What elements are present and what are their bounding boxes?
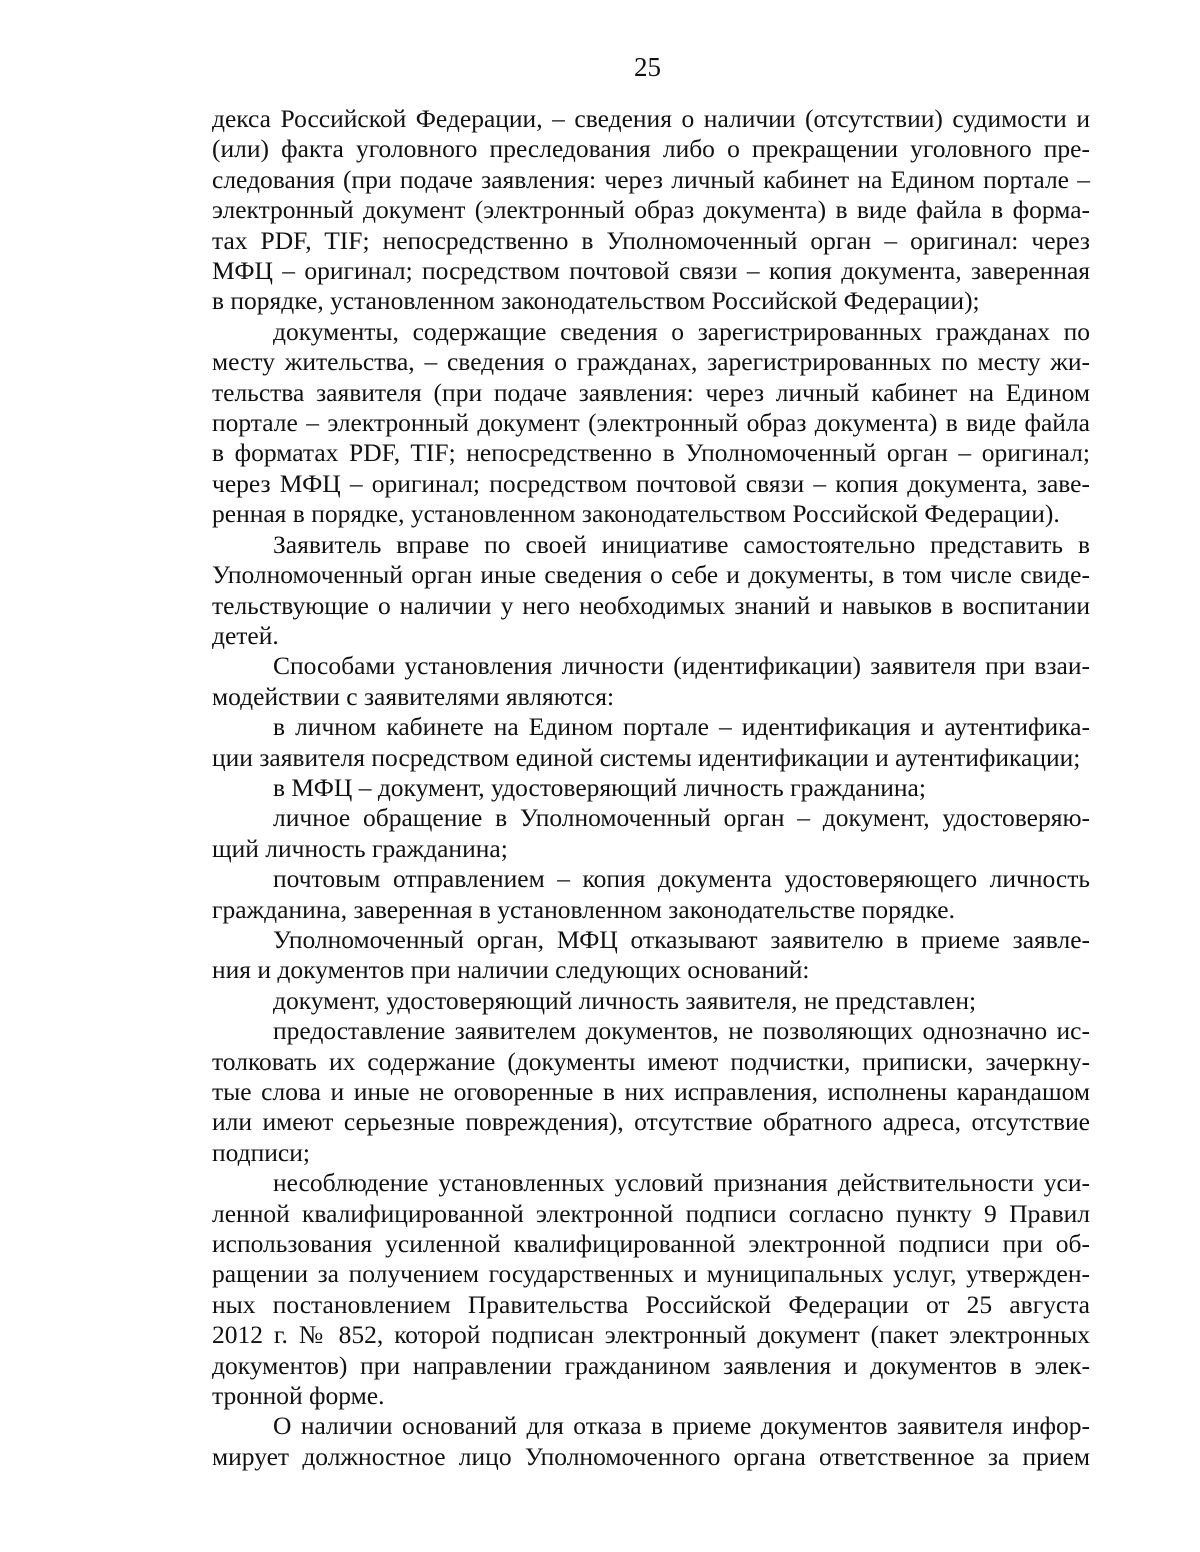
- text-line: предоставление заявителем документов, не позволяющих однозначно ис-: [273, 1016, 1090, 1046]
- text-line: (или) факта уголовного преследования либо о прекращении уголовного пре-: [212, 134, 1090, 164]
- text-line: подписи;: [212, 1137, 310, 1167]
- text-line: тельства заявителя (при подаче заявления: через личный кабинет на Едином: [212, 377, 1090, 407]
- text-line: тах PDF, TIF; непосредственно в Уполномоченный орган – оригинал: через: [212, 225, 1090, 255]
- text-line: ращении за получением государственных и муниципальных услуг, утвержден-: [212, 1259, 1090, 1289]
- text-line: месту жительства, – сведения о гражданах, зарегистрированных по месту жи-: [212, 347, 1090, 377]
- text-line: почтовым отправлением – копия документа удостоверяющего личность: [273, 864, 1090, 894]
- text-line: использования усиленной квалифицированной электронной подписи при об-: [212, 1229, 1090, 1259]
- document-body: [212, 104, 1090, 1472]
- text-line: гражданина, заверенная в установленном законодательстве порядке.: [212, 894, 955, 924]
- text-line: ции заявителя посредством единой системы идентификации и аутентификации;: [212, 742, 1081, 772]
- text-line: Способами установления личности (идентификации) заявителя при взаи-: [273, 651, 1090, 681]
- text-line: документ, удостоверяющий личность заявителя, не представлен;: [273, 985, 977, 1015]
- text-line: в личном кабинете на Едином портале – идентификация и аутентифика-: [273, 712, 1090, 742]
- text-line: О наличии оснований для отказа в приеме документов заявителя инфор-: [273, 1411, 1090, 1441]
- text-line: документов) при направлении гражданином заявления и документов в элек-: [212, 1350, 1090, 1380]
- text-line: модействии с заявителями являются:: [212, 681, 615, 711]
- text-line: через МФЦ – оригинал; посредством почтовой связи – копия документа, заве-: [212, 468, 1090, 498]
- text-line: в порядке, установленном законодательством Российской Федерации);: [212, 286, 980, 316]
- text-line: МФЦ – оригинал; посредством почтовой связи – копия документа, заверенная: [212, 256, 1090, 286]
- text-line: электронный документ (электронный образ документа) в виде файла в форма-: [212, 195, 1090, 225]
- text-line: Уполномоченный орган, МФЦ отказывают заявителю в приеме заявле-: [273, 924, 1090, 954]
- text-line: в МФЦ – документ, удостоверяющий личность гражданина;: [273, 772, 926, 802]
- page-number: 25: [634, 52, 661, 82]
- text-line: портале – электронный документ (электронный образ документа) в виде файла: [212, 408, 1090, 438]
- text-line: щий личность гражданина;: [212, 833, 508, 863]
- text-line: несоблюдение установленных условий признания действительности уси-: [273, 1168, 1090, 1198]
- text-line: документы, содержащие сведения о зарегистрированных гражданах по: [273, 316, 1090, 346]
- text-line: Заявитель вправе по своей инициативе самостоятельно представить в: [273, 529, 1090, 559]
- text-line: ленной квалифицированной электронной подписи согласно пункту 9 Правил: [212, 1198, 1090, 1228]
- text-line: тельствующие о наличии у него необходимых знаний и навыков в воспитании: [212, 590, 1090, 620]
- text-line: ния и документов при наличии следующих оснований:: [212, 955, 810, 985]
- text-line: 2012 г. № 852, которой подписан электронный документ (пакет электронных: [212, 1320, 1090, 1350]
- text-line: толковать их содержание (документы имеют подчистки, приписки, зачеркну-: [212, 1046, 1090, 1076]
- text-line: Уполномоченный орган иные сведения о себе и документы, в том числе свиде-: [212, 560, 1090, 590]
- text-line: ных постановлением Правительства Российской Федерации от 25 августа: [212, 1289, 1090, 1319]
- text-line: декса Российской Федерации, – сведения о наличии (отсутствии) судимости и: [212, 104, 1090, 133]
- text-line: или имеют серьезные повреждения), отсутствие обратного адреса, отсутствие: [212, 1107, 1090, 1137]
- text-line: следования (при подаче заявления: через личный кабинет на Едином портале –: [212, 164, 1090, 194]
- text-line: ренная в порядке, установленном законодательством Российской Федерации).: [212, 499, 1060, 529]
- text-line: личное обращение в Уполномоченный орган – документ, удостоверяю-: [273, 803, 1090, 833]
- text-line: тые слова и иные не оговоренные в них исправления, исполнены карандашом: [212, 1077, 1090, 1106]
- text-line: в форматах PDF, TIF; непосредственно в Уполномоченный орган – оригинал;: [212, 438, 1090, 468]
- text-line: тронной форме.: [212, 1381, 385, 1411]
- text-line: мирует должностное лицо Уполномоченного органа ответственное за прием: [212, 1441, 1090, 1471]
- text-line: детей.: [212, 620, 279, 650]
